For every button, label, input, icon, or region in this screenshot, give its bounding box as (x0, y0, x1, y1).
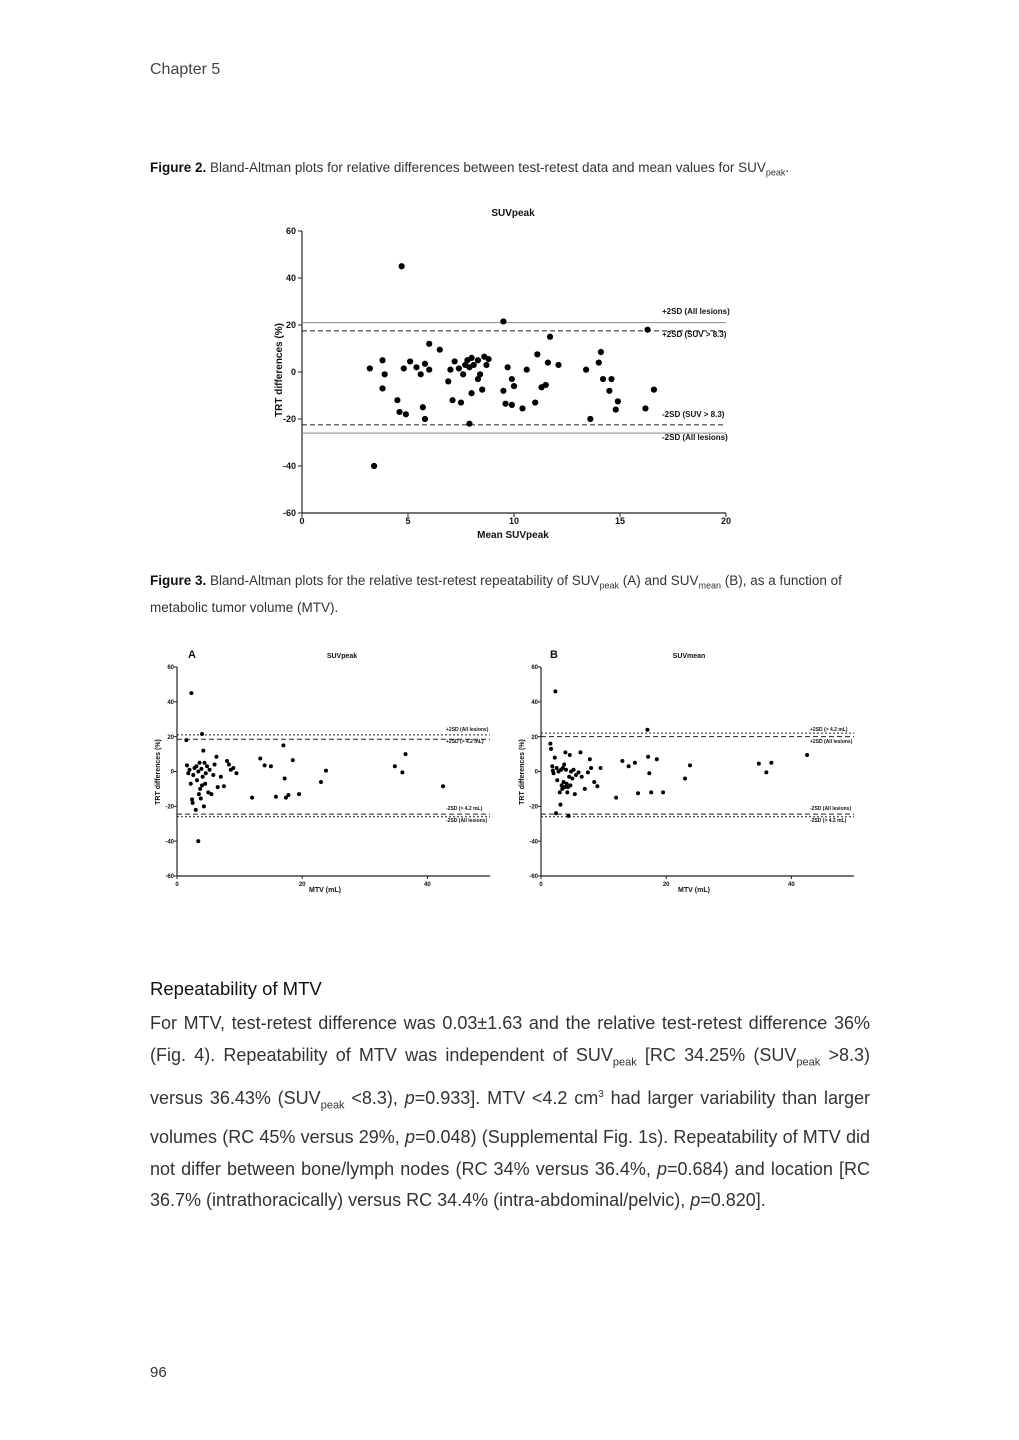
reference-line-label: -2SD (SUV > 8.3) (662, 410, 725, 419)
data-point (568, 753, 572, 757)
body-text-7: =0.048) (Supplemental Fig. 1s). Repeatability of MTV did not differ between bone/lymph nodes (RC 34% versus 36.4%, (150, 1126, 870, 1179)
data-point (555, 362, 561, 368)
data-point (651, 387, 657, 393)
data-point (477, 371, 483, 377)
data-point (554, 811, 558, 815)
body-sup-1: 3 (598, 1088, 604, 1100)
data-point (647, 771, 651, 775)
data-point (683, 776, 687, 780)
data-point (500, 388, 506, 394)
data-point (214, 755, 218, 759)
section-title: Repeatability of MTV (150, 978, 322, 999)
y-axis-label: TRT differences (%) (274, 323, 285, 417)
figure-3b-chart (514, 638, 872, 900)
data-point (545, 360, 551, 366)
x-tick-label: 0 (539, 882, 543, 888)
reference-line-label: +2SD (> 4.2 mL) (810, 727, 848, 733)
data-point (195, 778, 199, 782)
data-point (500, 318, 506, 324)
data-point (567, 814, 571, 818)
data-point (550, 764, 554, 768)
x-tick-label: 40 (424, 882, 431, 888)
body-sub-1: peak (612, 1056, 637, 1069)
data-point (216, 785, 220, 789)
x-tick-label: 5 (405, 516, 411, 526)
chapter-header: Chapter 5 (150, 61, 221, 78)
data-point (382, 371, 388, 377)
data-point (403, 752, 407, 756)
data-point (371, 463, 377, 469)
data-point (688, 763, 692, 767)
data-point (534, 351, 540, 357)
body-text-8: =0.684) and location [RC 36.7% (intrathoracically) versus RC 34.4% (intra-abdominal/pelvic), (150, 1158, 870, 1211)
data-point (418, 371, 424, 377)
data-point (456, 365, 462, 371)
data-point (396, 409, 402, 415)
data-point (319, 780, 323, 784)
y-tick-label: -20 (165, 804, 174, 811)
figure-3-sub-a: peak (599, 580, 619, 591)
data-point (577, 770, 581, 774)
data-point (598, 766, 602, 770)
reference-line-label: -2SD (> 4.2 mL) (810, 818, 847, 824)
data-point (598, 349, 604, 355)
data-point (399, 263, 405, 269)
data-point (258, 756, 262, 760)
body-text-4: <8.3), (344, 1087, 405, 1108)
data-point (200, 732, 204, 736)
figure-2-caption-sub: peak (765, 167, 786, 178)
data-point (502, 401, 508, 407)
data-point (201, 775, 205, 779)
y-tick-label: -20 (282, 414, 296, 425)
data-point (401, 365, 407, 371)
data-point (379, 357, 385, 363)
figure-2-caption-end: . (785, 160, 790, 175)
y-tick-label: -40 (282, 461, 296, 472)
y-tick-label: -20 (529, 804, 538, 811)
x-axis-label: MTV (mL) (678, 887, 710, 894)
data-point (189, 782, 193, 786)
data-point (208, 768, 212, 772)
figure-3-caption-c: (B), as a function of metabolic tumor volume (MTV). (150, 573, 842, 615)
data-point (227, 763, 231, 767)
data-point (565, 790, 569, 794)
reference-line-label: -2SD (All lesions) (446, 818, 488, 824)
x-tick-label: 15 (614, 516, 626, 526)
figure-2-label: Figure 2. (150, 160, 207, 175)
data-point (600, 376, 606, 382)
data-point (324, 769, 328, 773)
data-point (437, 347, 443, 353)
data-point (511, 383, 517, 389)
data-point (196, 839, 200, 843)
panel-label: A (188, 649, 196, 661)
data-point (645, 728, 649, 732)
data-point (211, 773, 215, 777)
data-point (281, 743, 285, 747)
data-point (485, 356, 491, 362)
x-tick-label: 20 (298, 882, 306, 888)
data-point (199, 767, 203, 771)
data-point (587, 416, 593, 422)
data-point (532, 399, 538, 405)
x-tick-label: 0 (175, 882, 179, 888)
data-point (283, 776, 287, 780)
data-point (458, 399, 464, 405)
data-point (519, 405, 525, 411)
data-point (407, 358, 413, 364)
data-point (592, 780, 596, 784)
data-point (197, 792, 201, 796)
page-number: 96 (150, 1364, 167, 1381)
data-point (213, 763, 217, 767)
data-point (483, 362, 489, 368)
panel-label: B (550, 649, 558, 661)
data-point (379, 385, 385, 391)
data-point (184, 738, 188, 742)
data-point (475, 357, 481, 363)
y-tick-label: 20 (285, 320, 296, 331)
body-text-6: had larger variability than larger volumes (RC 45% versus 29%, (150, 1087, 870, 1147)
data-point (661, 790, 665, 794)
data-point (367, 365, 373, 371)
y-tick-label: -60 (529, 874, 538, 881)
data-point (394, 397, 400, 403)
y-tick-label: 60 (167, 665, 174, 672)
data-point (250, 796, 254, 800)
body-sub-3: peak (320, 1099, 345, 1112)
reference-line-label: +2SD (All lesions) (662, 307, 730, 316)
data-point (403, 411, 409, 417)
data-point (548, 742, 552, 746)
data-point (589, 766, 593, 770)
y-tick-label: -60 (282, 508, 296, 519)
data-point (209, 792, 213, 796)
data-point (553, 756, 557, 760)
data-point (547, 334, 553, 340)
y-tick-label: 0 (170, 769, 174, 776)
y-tick-label: 0 (534, 769, 538, 776)
figure-3-sub-b: mean (698, 580, 722, 591)
y-tick-label: 60 (531, 665, 538, 672)
data-point (422, 361, 428, 367)
p-value-symbol: p (404, 1087, 415, 1108)
data-point (186, 771, 190, 775)
data-point (655, 757, 659, 761)
data-point (608, 376, 614, 382)
data-point (644, 327, 650, 333)
data-point (627, 764, 631, 768)
data-point (400, 770, 404, 774)
data-point (552, 771, 556, 775)
data-point (549, 747, 553, 751)
data-point (196, 770, 200, 774)
data-point (555, 766, 559, 770)
data-point (636, 791, 640, 795)
data-point (633, 761, 637, 765)
body-text-5: =0.933]. MTV <4.2 cm (414, 1087, 599, 1108)
data-point (222, 784, 226, 788)
y-tick-label: 40 (167, 699, 174, 706)
data-point (805, 753, 809, 757)
p-value-symbol: p (690, 1190, 701, 1211)
data-point (205, 764, 209, 768)
data-point (572, 768, 576, 772)
data-point (191, 801, 195, 805)
body-text-2: [RC 34.25% (SUV (636, 1044, 797, 1065)
data-point (234, 771, 238, 775)
data-point (642, 405, 648, 411)
figure-2-caption (150, 157, 870, 184)
reference-line-label: -2SD (> 4.2 mL) (446, 806, 483, 812)
data-point (553, 689, 557, 693)
data-point (558, 803, 562, 807)
data-point (595, 784, 599, 788)
reference-line-label: -2SD (All lesions) (810, 806, 852, 812)
data-point (422, 416, 428, 422)
data-point (524, 367, 530, 373)
data-point (199, 796, 203, 800)
y-tick-label: 40 (285, 273, 296, 284)
y-tick-label: -40 (165, 839, 174, 846)
data-point (583, 367, 589, 373)
data-point (509, 376, 515, 382)
x-tick-label: 0 (299, 516, 305, 526)
data-point (613, 407, 619, 413)
data-point (596, 360, 602, 366)
x-axis-label: MTV (mL) (309, 887, 341, 894)
data-point (649, 790, 653, 794)
x-tick-label: 40 (788, 882, 795, 888)
data-point (219, 775, 223, 779)
data-point (198, 787, 202, 791)
data-point (764, 770, 768, 774)
data-point (449, 397, 455, 403)
reference-line-label: +2SD (All lesions) (446, 727, 489, 733)
figure-3a-chart (150, 638, 508, 900)
data-point (562, 763, 566, 767)
data-point (615, 398, 621, 404)
reference-line-label: +2SD (SUV > 8.3) (662, 330, 727, 339)
data-point (469, 355, 475, 361)
y-tick-label: 20 (167, 734, 174, 741)
data-point (583, 787, 587, 791)
data-point (204, 771, 208, 775)
x-tick-label: 20 (720, 516, 732, 526)
chart-title: SUVpeak (491, 208, 535, 219)
data-point (580, 775, 584, 779)
data-point (413, 364, 419, 370)
data-point (191, 773, 195, 777)
y-axis-label: TRT differences (%) (155, 739, 162, 805)
data-point (558, 790, 562, 794)
y-tick-label: -40 (529, 839, 538, 846)
data-point (198, 761, 202, 765)
data-point (555, 778, 559, 782)
data-point (757, 762, 761, 766)
data-point (505, 364, 511, 370)
body-text-9: =0.820]. (700, 1190, 766, 1211)
y-tick-label: 0 (290, 367, 296, 378)
x-axis-label: Mean SUVpeak (477, 530, 549, 541)
body-paragraph (150, 1008, 870, 1217)
reference-line-label: -2SD (All lesions) (662, 433, 728, 442)
data-point (509, 402, 515, 408)
figure-3-caption-a: Bland-Altman plots for the relative test-retest repeatability of SUV (210, 573, 600, 588)
data-point (543, 382, 549, 388)
data-point (194, 808, 198, 812)
data-point (185, 763, 189, 767)
data-point (203, 782, 207, 786)
data-point (479, 387, 485, 393)
y-axis-label: TRT differences (%) (519, 739, 526, 805)
data-point (445, 378, 451, 384)
body-text-1: For MTV, test-retest difference was 0.03±1.63 and the relative test-retest difference 36% (Fig. 4). Repeatability of MTV was independent of SUV (150, 1013, 870, 1065)
data-point (588, 757, 592, 761)
figure-3-caption-b: (A) and SUV (619, 573, 699, 588)
data-point (291, 758, 295, 762)
data-point (297, 792, 301, 796)
data-point (565, 782, 569, 786)
data-point (606, 388, 612, 394)
data-point (564, 768, 568, 772)
figure-3-label: Figure 3. (150, 573, 207, 588)
data-point (426, 367, 432, 373)
p-value-symbol: p (405, 1126, 416, 1147)
figure-2-chart (268, 190, 756, 544)
data-point (452, 358, 458, 364)
reference-line-label: +2SD (All lesions) (810, 739, 853, 745)
data-point (263, 763, 267, 767)
data-point (586, 770, 590, 774)
data-point (225, 759, 229, 763)
data-point (447, 367, 453, 373)
data-point (466, 421, 472, 427)
y-tick-label: -60 (165, 874, 174, 881)
data-point (573, 792, 577, 796)
data-point (426, 341, 432, 347)
data-point (189, 691, 193, 695)
figure-2-caption-text: Bland-Altman plots for relative differences between test-retest data and mean values for SUV (210, 160, 766, 175)
data-point (469, 390, 475, 396)
data-point (194, 764, 198, 768)
data-point (420, 404, 426, 410)
figure-3-caption (150, 570, 872, 618)
x-tick-label: 20 (662, 882, 670, 888)
y-tick-label: 20 (531, 734, 538, 741)
data-point (471, 362, 477, 368)
data-point (201, 749, 205, 753)
data-point (614, 796, 618, 800)
data-point (563, 750, 567, 754)
data-point (568, 783, 572, 787)
x-tick-label: 10 (508, 516, 520, 526)
data-point (620, 759, 624, 763)
y-tick-label: 40 (531, 699, 538, 706)
data-point (203, 761, 207, 765)
data-point (646, 755, 650, 759)
data-point (188, 768, 192, 772)
body-sub-2: peak (796, 1056, 821, 1069)
data-point (286, 793, 290, 797)
data-point (460, 371, 466, 377)
data-point (202, 804, 206, 808)
y-tick-label: 60 (285, 226, 296, 237)
data-point (578, 750, 582, 754)
data-point (190, 797, 194, 801)
data-point (769, 761, 773, 765)
data-point (441, 784, 445, 788)
p-value-symbol: p (657, 1158, 668, 1179)
data-point (274, 795, 278, 799)
chart-title: SUVmean (672, 653, 706, 660)
data-point (393, 764, 397, 768)
data-point (269, 764, 273, 768)
reference-line-label: +2SD (> 4.2 mL) (446, 739, 484, 745)
body-text-3: >8.3) versus 36.43% (SUV (150, 1044, 871, 1108)
data-point (231, 766, 235, 770)
chart-title: SUVpeak (326, 653, 358, 660)
data-point (570, 776, 574, 780)
